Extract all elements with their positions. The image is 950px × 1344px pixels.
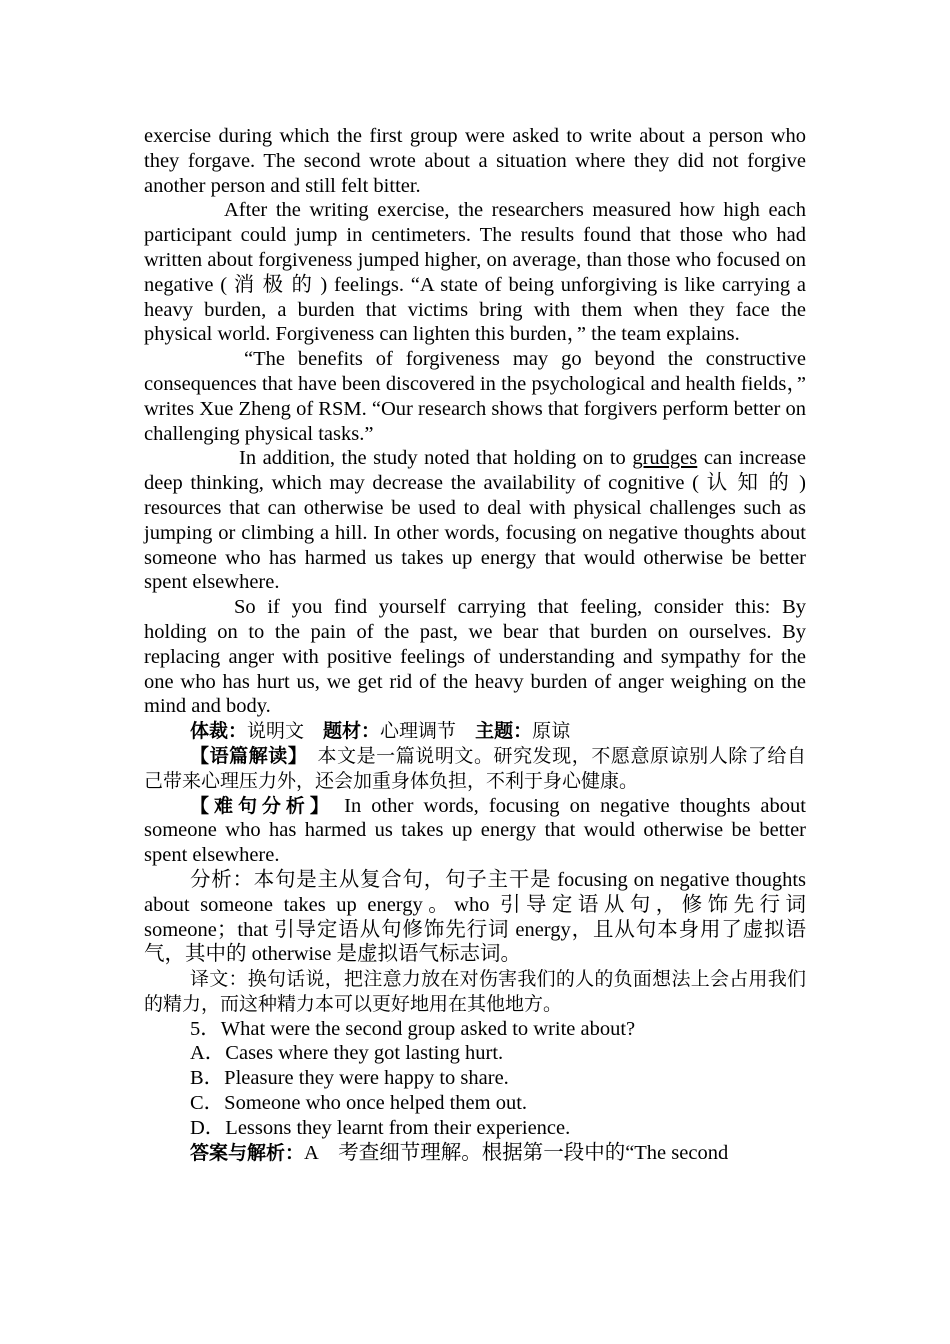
option-a: A．Cases where they got lasting hurt. bbox=[190, 1042, 504, 1065]
reading-text: 本文是一篇说明文。研究发现，不愿意原谅别人除了给自己带来心理压力外，还会加重身体负担，不利于身心健康。 bbox=[144, 744, 806, 792]
topic-label: 题材： bbox=[323, 720, 381, 743]
difficult-sentence-section bbox=[144, 794, 806, 868]
underlined-word: grudges bbox=[632, 447, 698, 470]
paragraph-2: After the writing exercise, the researchers measured how high each participant could jump in centimeters. The results found that those who had written about forgiveness jumped higher, on average, than those who focused on negative ( 消 极 的 ) feelings. “A state of being unforgiving is like carrying a heavy burden, a burden that victims bring with them when they face the physical world. Forgiveness can lighten this burden，” the team explains. bbox=[144, 199, 806, 346]
reading-label: 【语篇解读】 bbox=[190, 744, 308, 767]
answer-label: 答案与解析： bbox=[190, 1141, 305, 1164]
genre-label: 体裁： bbox=[190, 720, 248, 743]
paragraph-4-start: In addition, the study noted that holding on to bbox=[239, 447, 633, 470]
question-stem: 5．What were the second group asked to write about? bbox=[190, 1017, 636, 1040]
paragraph-4 bbox=[144, 446, 806, 595]
analysis-text: 分析：本句是主从复合句，句子主干是 focusing on negative thoughts about someone takes up energy。who 引导定语从句，修饰先行词 someone；that 引导定语从句修饰先行词 energy，且从句本身用了虚拟语气，其中的 otherwise 是虚拟语气标志词。 bbox=[144, 868, 806, 966]
answer-text: A 考查细节理解。根据第一段中的“The second bbox=[304, 1141, 729, 1164]
difficult-label: 【难句分析】 bbox=[190, 794, 334, 817]
document-page bbox=[144, 124, 806, 1165]
answer-line bbox=[144, 1141, 806, 1166]
theme-value: 原谅 bbox=[532, 720, 571, 743]
reading-section bbox=[144, 744, 806, 794]
translation-text: 译文：换句话说，把注意力放在对伤害我们的人的负面想法上会占用我们的精力，而这种精力本可以更好地用在其他地方。 bbox=[144, 968, 806, 1015]
paragraph-4-end: can increase deep thinking, which may decrease the availability of cognitive ( 认 知 的 ) resources that can otherwise be used to deal with physical challenges such as jumping or climbing a hill. In other words, focusing on negative thoughts about someone who has harmed us takes up energy that would otherwise be better spent elsewhere. bbox=[144, 447, 806, 594]
option-b: B．Pleasure they were happy to share. bbox=[190, 1067, 509, 1090]
topic-value: 心理调节 bbox=[380, 720, 457, 743]
option-c: C．Someone who once helped them out. bbox=[190, 1092, 528, 1115]
paragraph-5: So if you find yourself carrying that feeling, consider this: By holding on to the pain of the past, we bear that burden on ourselves. By replacing anger with positive feelings of understanding and sympathy for the one who has hurt us, we get rid of the heavy burden of anger weighing on the mind and body. bbox=[144, 596, 806, 718]
genre-value: 说明文 bbox=[247, 720, 305, 743]
paragraph-1: exercise during which the first group were asked to write about a person who they forgave. The second wrote about a situation where they did not forgive another person and still felt bitter. bbox=[144, 125, 806, 197]
difficult-sentence: In other words, focusing on negative thoughts about someone who has harmed us takes up energy that would otherwise be better spent elsewhere. bbox=[144, 794, 806, 867]
paragraph-3: “The benefits of forgiveness may go beyond the constructive consequences that have been discovered in the psychological and health fields，” writes Xue Zheng of RSM. “Our research shows that forgivers perform better on challenging physical tasks.” bbox=[144, 348, 806, 445]
option-d: D．Lessons they learnt from their experience. bbox=[190, 1116, 571, 1139]
theme-label: 主题： bbox=[475, 720, 533, 743]
meta-line bbox=[144, 719, 806, 744]
